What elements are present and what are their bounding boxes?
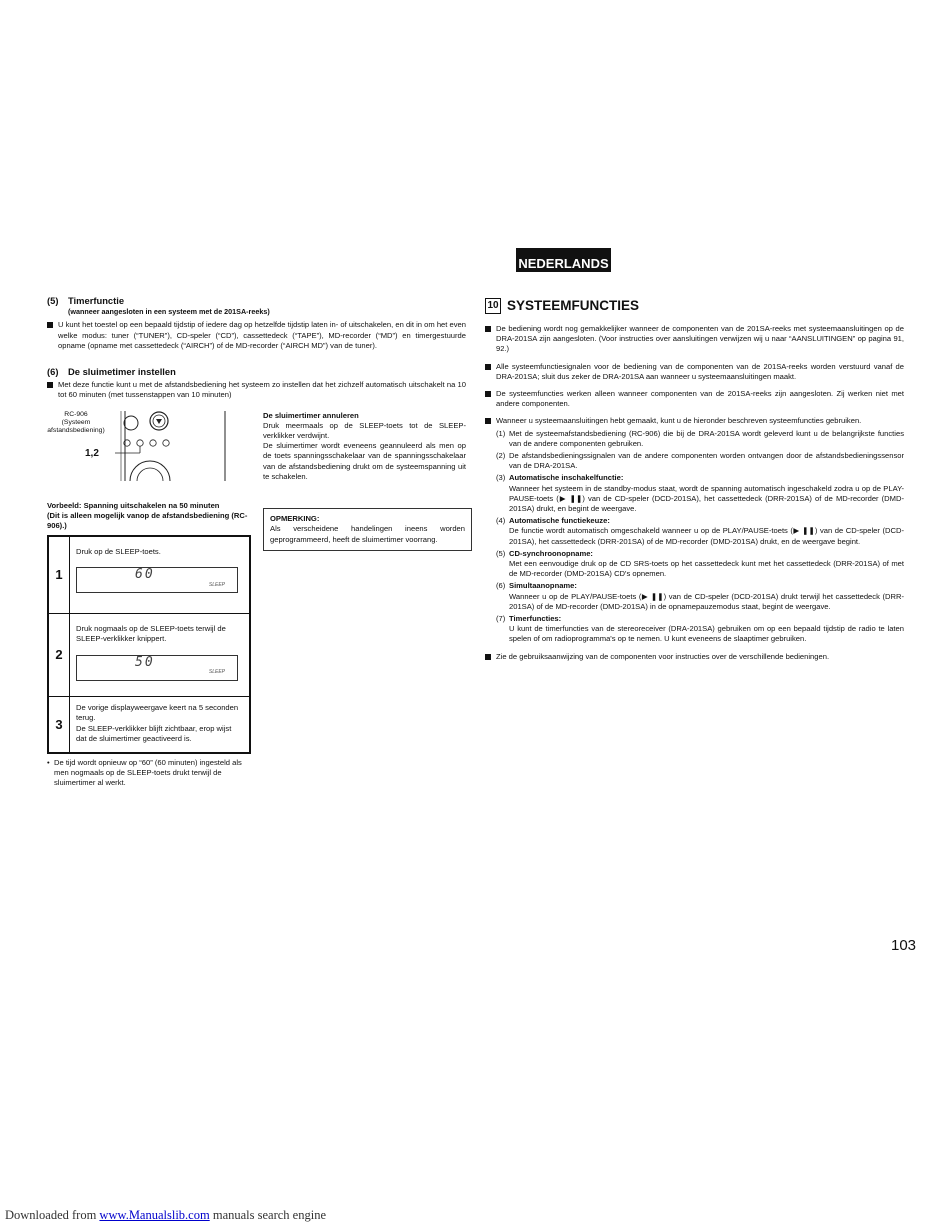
step-row — [49, 537, 249, 613]
bullet-item: De systeemfuncties werken alleen wanneer componenten van de 201SA-reeks zijn aangesloten. Zij werken niet met andere componenten. — [485, 389, 904, 409]
section-5-title: Timerfunctie — [68, 295, 125, 306]
note-box — [263, 508, 472, 551]
note-text: Als verscheidene handelingen ineens worden geprogrammeerd, heeft de sluimertimer voorrang. — [270, 524, 465, 544]
remote-label: RC-906 (Systeem afstandsbediening) — [47, 410, 105, 434]
section-6-number: (6) — [47, 366, 59, 378]
feature-text: De functie wordt automatisch omgeschakeld wanneer u op de PLAY/PAUSE-toets (▶ ❚❚) van de CD-speler (DCD-201SA), het cassettedeck (DRR-201SA) of de MD-recorder (DMD-201SA) drukt, en de weergave begint. — [509, 526, 904, 546]
bullet-item: De bediening wordt nog gemakkelijker wanneer de componenten van de 201SA-reeks met systeemaansluitingen op de DRA-201SA zijn aangesloten. (Voor instructies over aansluitingen verwijzen wij u naar “AANSLUITINGEN” op pagina 91, 92.) — [485, 324, 904, 355]
remote-figure-block — [47, 411, 466, 497]
step-row — [49, 696, 249, 752]
feature-title: Timerfuncties: — [509, 614, 562, 624]
feature-item — [485, 473, 904, 483]
section-5-number: (5) — [47, 295, 59, 306]
step-number: 1 — [49, 537, 70, 613]
footer-suffix: manuals search engine — [209, 1208, 326, 1222]
feature-item — [485, 429, 904, 449]
feature-item — [485, 451, 904, 471]
feature-title: Simultaanopname: — [509, 581, 577, 591]
feature-number: (1) — [496, 428, 506, 438]
section-5-heading — [47, 296, 466, 306]
feature-number: (2) — [496, 451, 506, 461]
feature-text: Met de systeemafstandsbediening (RC-906) die bij de DRA-201SA wordt geleverd kunt u de belangrijkste functies van de andere componenten gebruiken. — [509, 428, 904, 448]
feature-number: (5) — [496, 548, 506, 558]
feature-title: Automatische inschakelfunctie: — [509, 473, 624, 483]
bullet-item: Zie de gebruiksaanwijzing van de componenten voor instructies over de verschillende bedieningen. — [485, 652, 904, 662]
lcd-digits: 50 — [135, 654, 155, 670]
feature-text: Wanneer u op de PLAY/PAUSE-toets (▶ ❚❚) van de CD-speler (DCD-201SA) drukt terwijl het cassettedeck (DRR-201SA) of de MD-recorder (DMD-201SA) in de opnamepauzemodus staat, begint de weergave. — [509, 591, 904, 611]
section-heading — [485, 298, 904, 314]
section-6-title: De sluimetimer instellen — [68, 366, 176, 378]
feature-item — [485, 516, 904, 526]
manualslib-link[interactable]: www.Manualslib.com — [99, 1208, 210, 1222]
feature-item — [485, 549, 904, 559]
page-number: 103 — [891, 937, 917, 954]
right-column — [485, 298, 904, 662]
cancel-timer-block — [263, 411, 466, 482]
example-heading: Vorbeeld: Spanning uitschakelen na 50 minuten (Dit is alleen mogelijk vanop de afstandsbediening (RC-906).) — [47, 500, 248, 531]
cancel-timer-title: De sluimertimer annuleren — [263, 410, 359, 420]
feature-text: Met een eenvoudige druk op de CD SRS-toets op het cassettedeck kunt met het cassettedeck (DRR-201SA) of met de MD-recorder (DMD-201SA) CD's opnemen. — [509, 559, 904, 579]
lcd-display — [76, 655, 238, 681]
remote-control-illustration — [115, 411, 235, 481]
section-5-subtitle: (wanneer aangesloten in een systeem met de 201SA-reeks) — [68, 307, 270, 317]
step-row — [49, 613, 249, 696]
feature-text: Wanneer het systeem in de standby-modus staat, wordt de spanning automatisch ingeschakeld zodra u op de PLAY-PAUSE-toets (▶ ❚❚) van de CD-speler (DCD-201SA), het cassettedeck (DRR-201SA) of de MD-recorder (DMD-201SA) drukt, en begint de weergave. — [509, 483, 904, 514]
feature-text: De afstandsbedieningssignalen van de andere componenten worden ontvangen door de afstandsbedieningssensor van de DRA-201SA. — [509, 451, 904, 471]
section-5-text: U kunt het toestel op een bepaald tijdstip of iedere dag op hetzelfde tijdstip laten in- of uitschakelen, en dit in om het even welke modus: tuner (“TUNER”), CD-speler (“CD”), cassettedeck (“TAPE”), MD-recorder (“MD”) en timergestuurde opname (opname met cassettedeck (“AIRCH”) of de MD-recorder (“AIRCH MD”) van de tuner). — [47, 320, 466, 351]
sleep-indicator: SLEEP — [208, 669, 225, 676]
section-title: SYSTEEMFUNCTIES — [507, 297, 640, 313]
left-column — [47, 296, 466, 789]
language-badge: NEDERLANDS — [516, 248, 611, 272]
footer-prefix: Downloaded from — [5, 1208, 100, 1222]
lcd-display — [76, 567, 238, 593]
step-text: Druk op de SLEEP-toets. — [76, 547, 161, 557]
feature-number: (7) — [496, 614, 506, 624]
section-number: 10 — [485, 298, 501, 314]
step-number: 2 — [49, 614, 70, 696]
note-title: OPMERKING: — [270, 514, 320, 524]
section-6-heading — [47, 367, 466, 377]
cancel-timer-text: Druk meermaals op de SLEEP-toets tot de SLEEP-verklikker verdwijnt. De sluimertimer wordt eveneens geannuleerd als men op de toets spanningsschakelaar van de spanningsschakelaar van de afstandsbediening drukt om de systeemspanning uit te schakelen. — [263, 420, 466, 481]
footnote: • De tijd wordt opnieuw op “60” (60 minuten) ingesteld als men nogmaals op de SLEEP-toets drukt terwijl de sluimertimer al werkt. — [47, 758, 251, 789]
feature-title: Automatische functiekeuze: — [509, 516, 610, 526]
steps-table — [47, 535, 251, 754]
bullet-item: Alle systeemfunctiesignalen voor de bediening van de componenten van de 201SA-reeks worden verstuurd vanaf de DRA-201SA; sluit dus zeker de DRA-201SA aan wanneer u systeemaansluitingen maakt. — [485, 362, 904, 382]
feature-number: (4) — [496, 516, 506, 526]
feature-number: (6) — [496, 581, 506, 591]
remote-step-marker: 1,2 — [85, 447, 99, 459]
feature-item — [485, 581, 904, 591]
feature-text: U kunt de timerfuncties van de stereoreceiver (DRA-201SA) gebruiken om op een bepaald tijdstip de radio te laten spelen of om radioprogramma's op te nemen. U kunt eveneens de slaaptimer gebruiken. — [509, 624, 904, 644]
sleep-indicator: SLEEP — [208, 582, 225, 589]
feature-title: CD-synchroonopname: — [509, 548, 593, 558]
step-number: 3 — [49, 697, 70, 752]
download-footer — [5, 1208, 326, 1223]
bullet-item: Wanneer u systeemaansluitingen hebt gemaakt, kunt u de hieronder beschreven systeemfuncties gebruiken. — [485, 416, 904, 426]
feature-item — [485, 614, 904, 624]
feature-number: (3) — [496, 473, 506, 483]
step-text: De vorige displayweergave keert na 5 seconden terug. De SLEEP-verklikker blijft zichtbaar, erop wijst dat de sluimertimer geactiveerd is. — [76, 703, 239, 743]
section-6-text: Met deze functie kunt u met de afstandsbediening het systeem zo instellen dat het zichzelf automatisch uitschakelt na 10 tot 60 minuten (met tussenstappen van 10 minuten) — [47, 380, 466, 400]
step-text: Druk nogmaals op de SLEEP-toets terwijl de SLEEP-verklikker knippert. — [76, 624, 226, 644]
lcd-digits: 60 — [135, 567, 155, 583]
